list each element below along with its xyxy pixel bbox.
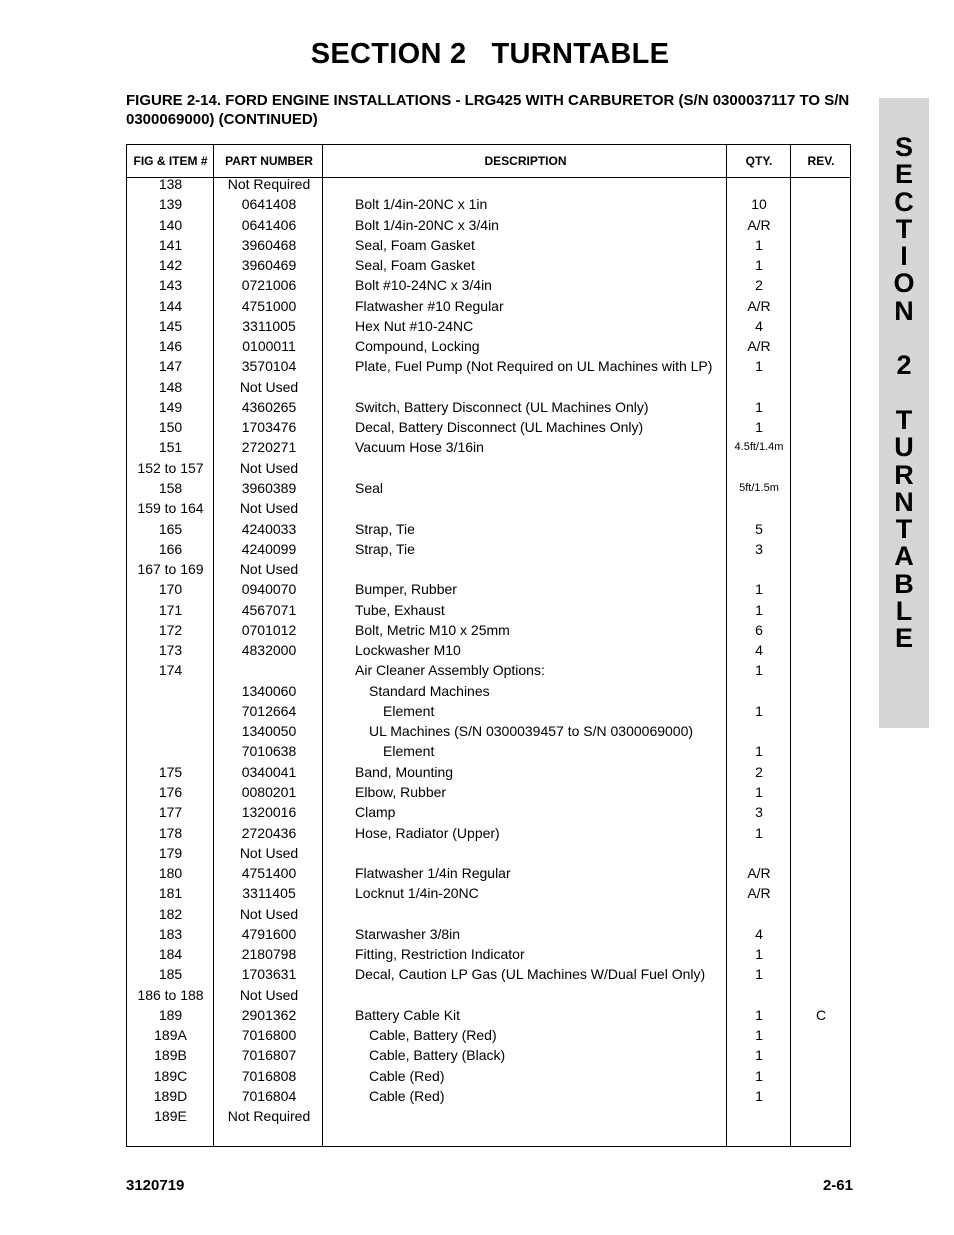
cell-qty: A/R — [747, 216, 771, 233]
table-row — [127, 863, 850, 883]
table-row — [127, 1025, 850, 1045]
cell-qty: 1 — [755, 257, 763, 274]
cell-part-number: 3960469 — [241, 257, 297, 274]
side-tab-letter: N — [894, 486, 914, 517]
cell-description: Clamp — [355, 804, 396, 821]
table-row — [127, 721, 850, 741]
parts-table — [126, 144, 851, 1147]
cell-item: 171 — [158, 601, 183, 618]
cell-qty: 1 — [755, 966, 763, 983]
cell-item: 138 — [158, 176, 183, 192]
cell-part-number: 7010638 — [241, 743, 297, 760]
table-row — [127, 701, 850, 721]
table-row — [127, 782, 850, 802]
cell-part-number: 4240099 — [241, 540, 297, 557]
cell-qty: A/R — [747, 865, 771, 882]
side-tab-letter — [879, 380, 929, 407]
cell-part-number: 0721006 — [241, 277, 297, 294]
table-row — [127, 336, 850, 356]
table-row — [127, 883, 850, 903]
cell-item: 184 — [158, 946, 183, 963]
side-tab-letter: T — [895, 514, 913, 545]
cell-part-number: Not Used — [239, 378, 299, 395]
side-tab-letter: S — [894, 132, 913, 162]
cell-item: 141 — [158, 236, 183, 253]
table-row — [127, 519, 850, 539]
cell-item: 145 — [158, 317, 183, 334]
cell-item: 189B — [154, 1047, 187, 1064]
cell-item: 167 to 169 — [137, 561, 204, 578]
cell-qty: 1 — [755, 1006, 763, 1023]
table-row — [127, 397, 850, 417]
cell-item: 149 — [158, 398, 183, 415]
figure-title: FIGURE 2-14. FORD ENGINE INSTALLATIONS - LRG425 WITH CARBURETOR (S/N 0300037117 TO S/N 0300069000) (CONTINUED) — [126, 92, 850, 128]
cell-part-number: 3311405 — [242, 885, 296, 902]
cell-part-number: 0940070 — [241, 581, 297, 598]
cell-description: Decal, Caution LP Gas (UL Machines W/Dual Fuel Only) — [355, 966, 706, 983]
cell-description: Tube, Exhaust — [355, 601, 445, 618]
side-tab-letter: E — [894, 159, 913, 190]
side-tab-letter: C — [894, 186, 914, 217]
cell-item: 142 — [158, 257, 183, 274]
cell-qty: 6 — [755, 621, 763, 638]
cell-part-number: Not Used — [239, 459, 299, 476]
cell-qty: 4 — [755, 642, 763, 659]
table-row — [127, 458, 850, 478]
cell-part-number: Not Used — [239, 500, 299, 517]
cell-qty: 1 — [755, 1067, 763, 1084]
cell-part-number: Not Used — [239, 986, 299, 1003]
table-row — [127, 944, 850, 964]
cell-description: Element — [383, 702, 435, 719]
cell-item: 147 — [158, 358, 183, 375]
side-tab-letter: B — [894, 568, 914, 599]
table-row — [127, 174, 850, 194]
cell-description: Bolt 1/4in-20NC x 3/4in — [355, 216, 499, 233]
cell-item: 150 — [158, 419, 183, 436]
cell-part-number: 0080201 — [241, 783, 297, 800]
cell-part-number: 2720436 — [241, 824, 297, 841]
cell-part-number: Not Used — [239, 561, 299, 578]
table-row — [127, 924, 850, 944]
cell-item: 176 — [158, 783, 183, 800]
cell-item: 174 — [158, 662, 183, 679]
table-row — [127, 1005, 850, 1025]
cell-item: 178 — [158, 824, 183, 841]
table-row — [127, 620, 850, 640]
cell-item: 189A — [154, 1027, 187, 1044]
cell-part-number: 4751400 — [241, 865, 297, 882]
cell-part-number: 4360265 — [241, 398, 297, 415]
cell-item: 181 — [158, 885, 183, 902]
table-row — [127, 539, 850, 559]
cell-qty: 3 — [755, 540, 763, 557]
cell-part-number: 3960468 — [241, 236, 297, 253]
cell-description: Element — [383, 743, 435, 760]
cell-description: Cable (Red) — [369, 1067, 445, 1084]
cell-rev: C — [815, 1006, 827, 1023]
cell-qty: 4.5ft/1.4m — [734, 441, 784, 454]
cell-part-number: 7016800 — [241, 1027, 297, 1044]
cell-item: 189 — [158, 1006, 183, 1023]
cell-item: 146 — [158, 338, 183, 355]
cell-qty: 1 — [755, 236, 763, 253]
table-row — [127, 235, 850, 255]
table-row — [127, 579, 850, 599]
footer-page-number: 2-61 — [822, 1177, 853, 1194]
cell-qty: 1 — [755, 783, 763, 800]
cell-qty: 10 — [751, 196, 767, 213]
cell-part-number: 4791600 — [241, 925, 297, 942]
cell-part-number: Not Required — [227, 176, 311, 192]
table-row — [127, 1045, 850, 1065]
table-row — [127, 741, 850, 761]
cell-qty: 1 — [755, 358, 763, 375]
table-row — [127, 559, 850, 579]
cell-description: Decal, Battery Disconnect (UL Machines Only) — [355, 419, 644, 436]
cell-description: Strap, Tie — [355, 540, 415, 557]
side-tab-letter: A — [894, 541, 914, 572]
cell-part-number: 2720271 — [241, 439, 297, 456]
table-row — [127, 762, 850, 782]
side-tab-letter: N — [894, 295, 914, 326]
cell-part-number: 4751000 — [241, 297, 297, 314]
cell-qty: 1 — [755, 702, 763, 719]
cell-part-number: 0340041 — [241, 763, 297, 780]
cell-description: Hose, Radiator (Upper) — [355, 824, 500, 841]
table-row — [127, 681, 850, 701]
side-tab-letter: T — [895, 213, 913, 244]
cell-qty: 1 — [755, 419, 763, 436]
side-tab-letter: U — [894, 432, 914, 463]
table-row — [127, 215, 850, 235]
side-tab-letter: I — [900, 241, 908, 272]
cell-part-number: 1340050 — [241, 723, 297, 740]
cell-description: Starwasher 3/8in — [355, 925, 461, 942]
table-row — [127, 255, 850, 275]
cell-description: Flatwasher 1/4in Regular — [355, 865, 511, 882]
cell-qty: 4 — [755, 925, 763, 942]
table-row — [127, 843, 850, 863]
cell-description: Cable, Battery (Red) — [369, 1027, 497, 1044]
cell-item: 175 — [158, 763, 183, 780]
section-side-tab — [879, 98, 929, 728]
cell-qty: 1 — [755, 1047, 763, 1064]
side-tab-letter: L — [895, 596, 913, 627]
cell-description: Strap, Tie — [355, 520, 415, 537]
cell-item: 159 to 164 — [137, 500, 204, 517]
cell-description: Cable (Red) — [369, 1087, 445, 1104]
cell-description: Seal, Foam Gasket — [355, 257, 475, 274]
cell-part-number: 7016807 — [241, 1047, 297, 1064]
cell-qty: A/R — [747, 885, 771, 902]
cell-description: Battery Cable Kit — [355, 1006, 461, 1023]
table-row — [127, 660, 850, 680]
cell-item: 173 — [158, 642, 183, 659]
cell-item: 186 to 188 — [137, 986, 204, 1003]
cell-item: 158 — [158, 479, 183, 496]
table-body — [127, 174, 850, 1126]
cell-item: 166 — [158, 540, 183, 557]
cell-description: Air Cleaner Assembly Options: — [355, 662, 545, 679]
cell-description: Bolt 1/4in-20NC x 1in — [355, 196, 488, 213]
cell-qty: A/R — [747, 297, 771, 314]
cell-part-number: 7016804 — [241, 1087, 297, 1104]
cell-description: Compound, Locking — [355, 338, 480, 355]
cell-qty: 1 — [755, 824, 763, 841]
cell-qty: 2 — [755, 763, 763, 780]
cell-qty: 5ft/1.5m — [739, 481, 779, 494]
cell-part-number: 7016808 — [241, 1067, 297, 1084]
cell-qty: 1 — [755, 398, 763, 415]
cell-description: Switch, Battery Disconnect (UL Machines Only) — [355, 398, 649, 415]
cell-qty: 1 — [755, 1087, 763, 1104]
table-row — [127, 194, 850, 214]
cell-item: 189C — [153, 1067, 188, 1084]
side-tab-letter: R — [894, 459, 914, 490]
cell-description: Flatwasher #10 Regular — [355, 297, 504, 314]
table-row — [127, 964, 850, 984]
cell-qty: 1 — [755, 601, 763, 618]
cell-item: 152 to 157 — [137, 459, 204, 476]
cell-item: 177 — [158, 804, 183, 821]
cell-description: Standard Machines — [369, 682, 490, 699]
cell-item: 140 — [158, 216, 183, 233]
table-row — [127, 377, 850, 397]
cell-description: Locknut 1/4in-20NC — [355, 885, 479, 902]
cell-part-number: 2901362 — [241, 1006, 297, 1023]
cell-description: Hex Nut #10-24NC — [355, 317, 474, 334]
table-row — [127, 640, 850, 660]
table-row — [127, 316, 850, 336]
header-qty: QTY. — [745, 154, 773, 168]
cell-item: 144 — [158, 297, 183, 314]
header-rev: REV. — [807, 154, 835, 168]
table-row — [127, 478, 850, 498]
footer-doc-number: 3120719 — [126, 1177, 185, 1194]
cell-item: 170 — [158, 581, 183, 598]
cell-item: 165 — [158, 520, 183, 537]
cell-part-number: 0641406 — [241, 216, 297, 233]
cell-part-number: 1340060 — [241, 682, 297, 699]
cell-part-number: 7012664 — [241, 702, 297, 719]
cell-item: 183 — [158, 925, 183, 942]
side-tab-letter: T — [895, 404, 913, 435]
cell-item: 189E — [154, 1108, 187, 1125]
side-tab-letters — [879, 134, 929, 653]
table-row — [127, 600, 850, 620]
cell-item: 180 — [158, 865, 183, 882]
cell-part-number: 3311005 — [242, 317, 296, 334]
table-row — [127, 1106, 850, 1126]
cell-qty: 1 — [755, 581, 763, 598]
table-row — [127, 498, 850, 518]
cell-description: Lockwasher M10 — [355, 642, 461, 659]
cell-item: 139 — [158, 196, 183, 213]
cell-description: UL Machines (S/N 0300039457 to S/N 0300069000) — [369, 723, 694, 740]
table-row — [127, 417, 850, 437]
cell-description: Band, Mounting — [355, 763, 454, 780]
cell-description: Bolt #10-24NC x 3/4in — [355, 277, 492, 294]
side-tab-letter: E — [894, 623, 913, 654]
cell-description: Seal, Foam Gasket — [355, 236, 475, 253]
side-tab-letter — [879, 325, 929, 352]
cell-qty: 1 — [755, 743, 763, 760]
cell-part-number: 3960389 — [241, 479, 297, 496]
cell-qty: 3 — [755, 804, 763, 821]
cell-item: 151 — [158, 439, 183, 456]
cell-item: 182 — [158, 905, 183, 922]
cell-description: Vacuum Hose 3/16in — [355, 439, 484, 456]
table-row — [127, 356, 850, 376]
cell-part-number: 1703631 — [241, 966, 297, 983]
cell-part-number: 0100011 — [242, 338, 296, 355]
table-row — [127, 904, 850, 924]
cell-description: Cable, Battery (Black) — [369, 1047, 506, 1064]
cell-item: 148 — [158, 378, 183, 395]
cell-part-number: 2180798 — [241, 946, 297, 963]
cell-qty: 4 — [755, 317, 763, 334]
cell-qty: 5 — [755, 520, 763, 537]
cell-qty: 1 — [755, 1027, 763, 1044]
cell-part-number: 0641408 — [241, 196, 297, 213]
header-part-number: PART NUMBER — [225, 154, 313, 168]
cell-item: 143 — [158, 277, 183, 294]
table-row — [127, 1066, 850, 1086]
cell-part-number: 4567071 — [241, 601, 297, 618]
cell-qty: A/R — [747, 338, 771, 355]
cell-part-number: Not Required — [227, 1108, 311, 1125]
cell-part-number: Not Used — [239, 844, 299, 861]
cell-part-number: 4832000 — [241, 642, 297, 659]
cell-item: 179 — [158, 844, 183, 861]
table-row — [127, 275, 850, 295]
section-title: SECTION 2 TURNTABLE — [310, 38, 670, 70]
table-row — [127, 823, 850, 843]
cell-part-number: 4240033 — [241, 520, 297, 537]
cell-qty: 2 — [755, 277, 763, 294]
cell-part-number: 1320016 — [241, 804, 297, 821]
table-row — [127, 296, 850, 316]
cell-description: Elbow, Rubber — [355, 783, 447, 800]
cell-description: Seal — [355, 479, 384, 496]
side-tab-letter: 2 — [896, 350, 912, 381]
cell-description: Plate, Fuel Pump (Not Required on UL Machines with LP) — [355, 358, 713, 375]
table-row — [127, 802, 850, 822]
cell-part-number: Not Used — [239, 905, 299, 922]
cell-qty: 1 — [755, 662, 763, 679]
cell-description: Bolt, Metric M10 x 25mm — [355, 621, 510, 638]
cell-part-number: 3570104 — [241, 358, 297, 375]
header-item: FIG & ITEM # — [133, 154, 208, 168]
cell-item: 189D — [153, 1087, 188, 1104]
cell-item: 185 — [158, 966, 183, 983]
table-row — [127, 1086, 850, 1106]
cell-description: Fitting, Restriction Indicator — [355, 946, 525, 963]
table-row — [127, 437, 850, 457]
table-row — [127, 985, 850, 1005]
cell-qty: 1 — [755, 946, 763, 963]
cell-part-number: 0701012 — [241, 621, 297, 638]
cell-item: 172 — [158, 621, 183, 638]
side-tab-letter: O — [893, 268, 915, 299]
cell-part-number: 1703476 — [241, 419, 297, 436]
header-description: DESCRIPTION — [484, 154, 567, 168]
cell-description: Bumper, Rubber — [355, 581, 457, 598]
